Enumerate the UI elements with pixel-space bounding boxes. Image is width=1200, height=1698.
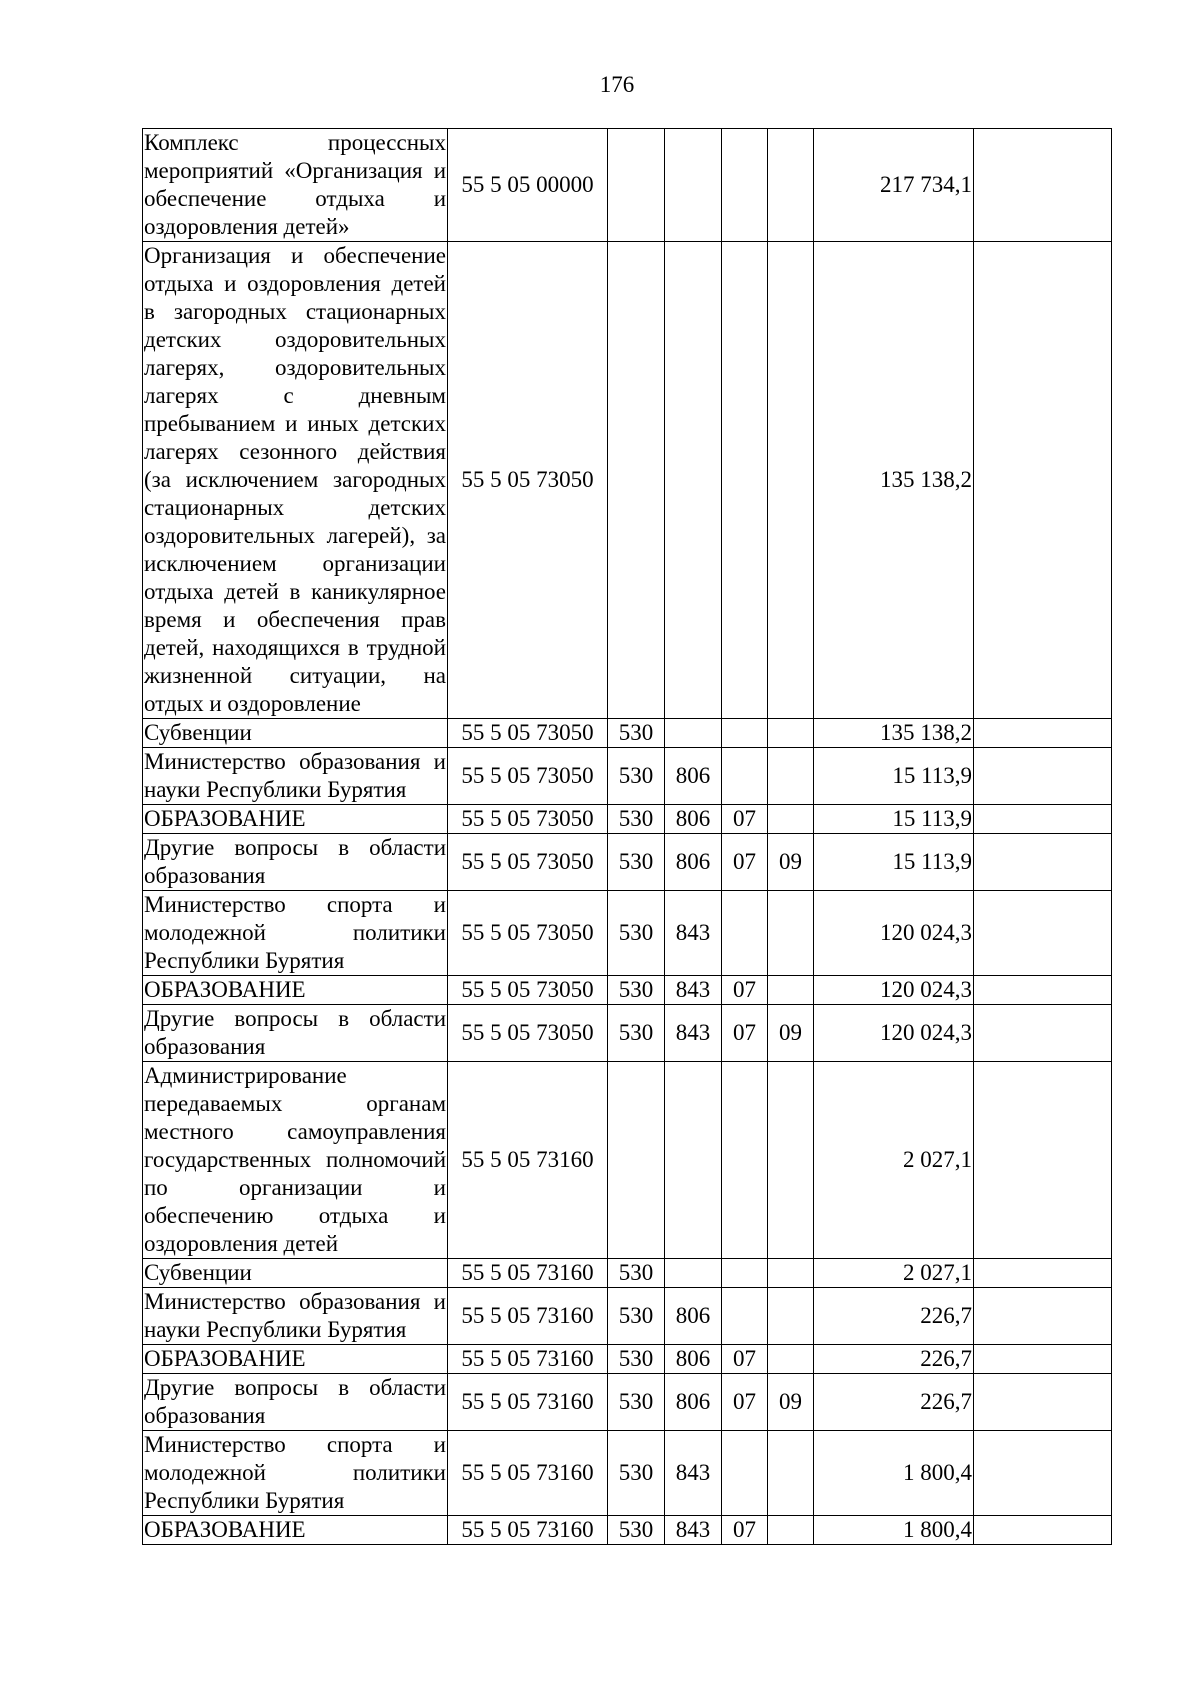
- row-section: [722, 748, 768, 805]
- row-code: 55 5 05 73160: [448, 1374, 608, 1431]
- row-subsection: [768, 805, 814, 834]
- row-code: 55 5 05 73160: [448, 1288, 608, 1345]
- row-section: 07: [722, 1005, 768, 1062]
- row-section: 07: [722, 1345, 768, 1374]
- row-subsection: 09: [768, 834, 814, 891]
- row-subsection: [768, 1516, 814, 1545]
- row-code: 55 5 05 73050: [448, 805, 608, 834]
- row-expense-type: 530: [608, 1005, 665, 1062]
- row-code: 55 5 05 73050: [448, 834, 608, 891]
- row-name: Организация и обеспечение отдыха и оздоровления детей в загородных стационарных детских оздоровительных лагерях, оздоровительных лагерях с дневным пребыванием и иных детских лагерях сезонного действия (за исключением загородных стационарных детских оздоровительных лагерей), за исключением организации отдыха детей в каникулярное время и обеспечения прав детей, находящихся в трудной жизненной ситуации, на отдых и оздоровление: [143, 242, 448, 719]
- row-expense-type: [608, 242, 665, 719]
- row-ministry-code: 806: [665, 805, 722, 834]
- row-ministry-code: 806: [665, 748, 722, 805]
- table-row: [143, 1005, 1112, 1062]
- row-ministry-code: 806: [665, 1288, 722, 1345]
- table-row: [143, 1288, 1112, 1345]
- row-sum: 15 113,9: [814, 834, 974, 891]
- row-name: Субвенции: [143, 719, 448, 748]
- row-extra: [974, 891, 1112, 976]
- row-section: 07: [722, 834, 768, 891]
- row-sum: 1 800,4: [814, 1516, 974, 1545]
- row-sum: 226,7: [814, 1374, 974, 1431]
- row-section: 07: [722, 805, 768, 834]
- table-row: [143, 976, 1112, 1005]
- row-name: Министерство образования и науки Республики Бурятия: [143, 748, 448, 805]
- table-row: [143, 891, 1112, 976]
- row-ministry-code: 806: [665, 834, 722, 891]
- row-section: 07: [722, 976, 768, 1005]
- row-section: [722, 129, 768, 242]
- row-extra: [974, 1431, 1112, 1516]
- row-extra: [974, 1259, 1112, 1288]
- row-section: [722, 1062, 768, 1259]
- row-name: Другие вопросы в области образования: [143, 1374, 448, 1431]
- row-subsection: 09: [768, 1005, 814, 1062]
- row-ministry-code: [665, 129, 722, 242]
- row-ministry-code: 843: [665, 1005, 722, 1062]
- table-row: [143, 805, 1112, 834]
- row-sum: 2 027,1: [814, 1062, 974, 1259]
- row-extra: [974, 1345, 1112, 1374]
- row-subsection: [768, 719, 814, 748]
- row-section: [722, 242, 768, 719]
- row-name: Министерство образования и науки Республики Бурятия: [143, 1288, 448, 1345]
- row-expense-type: 530: [608, 1259, 665, 1288]
- row-sum: 217 734,1: [814, 129, 974, 242]
- row-expense-type: 530: [608, 719, 665, 748]
- row-ministry-code: 843: [665, 1431, 722, 1516]
- row-sum: 135 138,2: [814, 719, 974, 748]
- row-expense-type: 530: [608, 805, 665, 834]
- row-name: ОБРАЗОВАНИЕ: [143, 976, 448, 1005]
- row-expense-type: 530: [608, 976, 665, 1005]
- row-ministry-code: 843: [665, 1516, 722, 1545]
- row-extra: [974, 242, 1112, 719]
- row-name: Субвенции: [143, 1259, 448, 1288]
- row-extra: [974, 748, 1112, 805]
- table-row: [143, 1516, 1112, 1545]
- row-sum: 226,7: [814, 1288, 974, 1345]
- table-row: [143, 1259, 1112, 1288]
- table-row: [143, 748, 1112, 805]
- row-code: 55 5 05 73050: [448, 976, 608, 1005]
- row-code: 55 5 05 73160: [448, 1345, 608, 1374]
- row-code: 55 5 05 73160: [448, 1259, 608, 1288]
- row-ministry-code: [665, 242, 722, 719]
- row-sum: 226,7: [814, 1345, 974, 1374]
- row-subsection: [768, 976, 814, 1005]
- row-sum: 120 024,3: [814, 891, 974, 976]
- table-row: [143, 1374, 1112, 1431]
- row-code: 55 5 05 73160: [448, 1516, 608, 1545]
- row-name: ОБРАЗОВАНИЕ: [143, 1516, 448, 1545]
- table-row: [143, 719, 1112, 748]
- row-expense-type: 530: [608, 1431, 665, 1516]
- row-expense-type: 530: [608, 1345, 665, 1374]
- table-body: [143, 129, 1112, 1545]
- row-name: Министерство спорта и молодежной политики Республики Бурятия: [143, 891, 448, 976]
- row-name: Министерство спорта и молодежной политики Республики Бурятия: [143, 1431, 448, 1516]
- row-extra: [974, 1288, 1112, 1345]
- budget-table: [142, 128, 1112, 1545]
- row-subsection: 09: [768, 1374, 814, 1431]
- row-ministry-code: [665, 719, 722, 748]
- row-expense-type: [608, 1062, 665, 1259]
- table-row: [143, 1062, 1112, 1259]
- row-code: 55 5 05 73160: [448, 1431, 608, 1516]
- row-subsection: [768, 891, 814, 976]
- row-code: 55 5 05 73160: [448, 1062, 608, 1259]
- row-sum: 2 027,1: [814, 1259, 974, 1288]
- table-row: [143, 1345, 1112, 1374]
- row-name: Другие вопросы в области образования: [143, 834, 448, 891]
- row-expense-type: 530: [608, 834, 665, 891]
- row-expense-type: [608, 129, 665, 242]
- row-extra: [974, 1374, 1112, 1431]
- row-extra: [974, 1005, 1112, 1062]
- row-ministry-code: 806: [665, 1345, 722, 1374]
- row-sum: 15 113,9: [814, 805, 974, 834]
- row-name: ОБРАЗОВАНИЕ: [143, 805, 448, 834]
- row-section: [722, 1431, 768, 1516]
- row-expense-type: 530: [608, 1374, 665, 1431]
- row-section: [722, 1259, 768, 1288]
- row-subsection: [768, 1062, 814, 1259]
- table-row: [143, 834, 1112, 891]
- row-sum: 15 113,9: [814, 748, 974, 805]
- row-name: Другие вопросы в области образования: [143, 1005, 448, 1062]
- row-subsection: [768, 1345, 814, 1374]
- table-row: [143, 1431, 1112, 1516]
- row-name: Комплекс процессных мероприятий «Организация и обеспечение отдыха и оздоровления детей»: [143, 129, 448, 242]
- row-subsection: [768, 129, 814, 242]
- row-subsection: [768, 1288, 814, 1345]
- row-sum: 135 138,2: [814, 242, 974, 719]
- row-expense-type: 530: [608, 748, 665, 805]
- row-subsection: [768, 1259, 814, 1288]
- row-extra: [974, 129, 1112, 242]
- row-expense-type: 530: [608, 1288, 665, 1345]
- row-extra: [974, 976, 1112, 1005]
- row-code: 55 5 05 73050: [448, 242, 608, 719]
- row-ministry-code: 806: [665, 1374, 722, 1431]
- row-ministry-code: 843: [665, 976, 722, 1005]
- row-section: [722, 719, 768, 748]
- row-code: 55 5 05 73050: [448, 1005, 608, 1062]
- row-extra: [974, 1062, 1112, 1259]
- row-expense-type: 530: [608, 1516, 665, 1545]
- row-section: [722, 1288, 768, 1345]
- row-section: 07: [722, 1516, 768, 1545]
- row-ministry-code: 843: [665, 891, 722, 976]
- row-code: 55 5 05 73050: [448, 891, 608, 976]
- row-sum: 120 024,3: [814, 976, 974, 1005]
- page-number: 176: [599, 72, 635, 97]
- row-extra: [974, 719, 1112, 748]
- row-subsection: [768, 748, 814, 805]
- row-code: 55 5 05 73050: [448, 719, 608, 748]
- row-extra: [974, 805, 1112, 834]
- row-sum: 120 024,3: [814, 1005, 974, 1062]
- row-section: [722, 891, 768, 976]
- row-subsection: [768, 242, 814, 719]
- table-row: [143, 129, 1112, 242]
- row-code: 55 5 05 73050: [448, 748, 608, 805]
- row-extra: [974, 834, 1112, 891]
- row-name: Администрирование передаваемых органам местного самоуправления государственных полномочий по организации и обеспечению отдыха и оздоровления детей: [143, 1062, 448, 1259]
- row-expense-type: 530: [608, 891, 665, 976]
- row-extra: [974, 1516, 1112, 1545]
- row-code: 55 5 05 00000: [448, 129, 608, 242]
- table-row: [143, 242, 1112, 719]
- row-name: ОБРАЗОВАНИЕ: [143, 1345, 448, 1374]
- row-subsection: [768, 1431, 814, 1516]
- row-sum: 1 800,4: [814, 1431, 974, 1516]
- row-ministry-code: [665, 1259, 722, 1288]
- row-ministry-code: [665, 1062, 722, 1259]
- row-section: 07: [722, 1374, 768, 1431]
